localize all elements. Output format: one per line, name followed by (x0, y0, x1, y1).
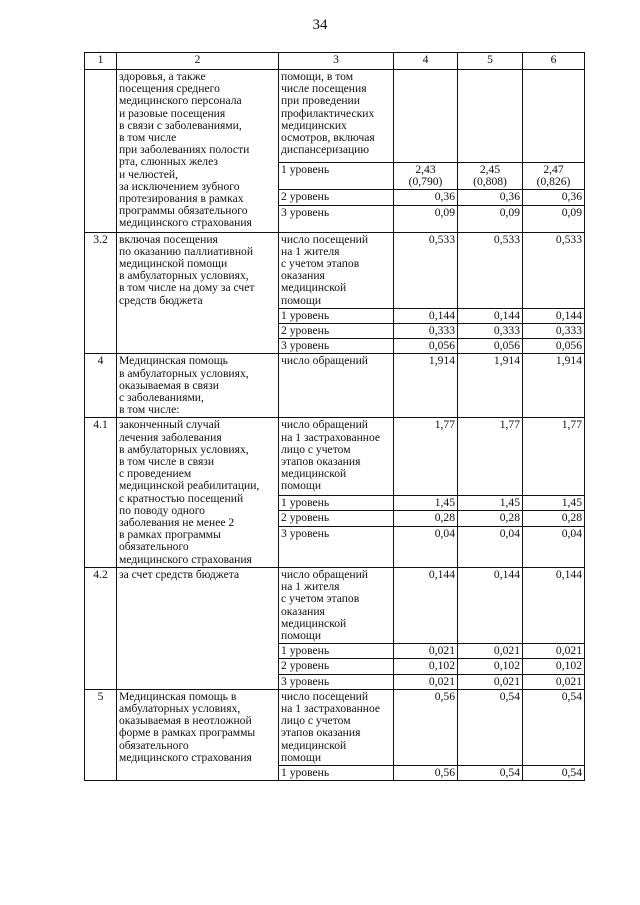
header-col-6: 6 (523, 53, 585, 70)
level-label: 2 уровень (279, 511, 394, 526)
value-col-6 (523, 70, 585, 163)
value-col-4: 0,56 (394, 689, 458, 765)
value-col-4: 1,914 (394, 354, 458, 418)
level-label: 3 уровень (279, 205, 394, 232)
table-header-row (85, 53, 585, 70)
value-col-6: 0,144 (523, 567, 585, 643)
row-unit: число обращений на 1 застрахованное лицо с учетом этапов оказания медицинской помощи (279, 418, 394, 496)
row-number: 4.2 (85, 567, 117, 689)
value-main: 2,45 (479, 163, 501, 176)
value-col-4: 0,533 (394, 232, 458, 308)
value-col-5 (458, 70, 523, 163)
value-col-5: 0,021 (458, 644, 523, 659)
value-col-5: 0,09 (458, 205, 523, 232)
value-col-4 (394, 70, 458, 163)
value-col-5: 0,54 (458, 765, 523, 780)
value-col-5: 1,45 (458, 495, 523, 510)
value-col-4: 0,36 (394, 190, 458, 205)
value-sub: (0,790) (408, 175, 443, 189)
value-col-4: 0,144 (394, 308, 458, 323)
value-col-5: 0,102 (458, 659, 523, 674)
row-description: включая посещения по оказанию паллиативной медицинской помощи в амбулаторных условиях, в том числе на дому за счет средств бюджета (117, 232, 279, 354)
value-col-5: 0,144 (458, 308, 523, 323)
value-col-5: 0,021 (458, 674, 523, 689)
table-row (85, 689, 585, 765)
header-col-4: 4 (394, 53, 458, 70)
level-label: 3 уровень (279, 674, 394, 689)
row-unit: число посещений на 1 жителя с учетом этапов оказания медицинской помощи (279, 232, 394, 308)
header-col-3: 3 (279, 53, 394, 70)
level-label: 1 уровень (279, 644, 394, 659)
value-col-6 (523, 163, 585, 190)
page-number: 34 (312, 17, 328, 33)
header-col-5: 5 (458, 53, 523, 70)
level-label: 1 уровень (279, 495, 394, 510)
value-col-4: 1,45 (394, 495, 458, 510)
table-row (85, 418, 585, 496)
row-unit: число посещений на 1 застрахованное лицо с учетом этапов оказания медицинской помощи (279, 689, 394, 765)
row-description: за счет средств бюджета (117, 567, 279, 689)
value-main: 2,47 (543, 163, 564, 176)
value-col-6: 0,04 (523, 526, 585, 567)
table-row (85, 232, 585, 308)
value-col-6: 0,09 (523, 205, 585, 232)
row-description: Медицинская помощь в амбулаторных условиях, оказываемая в неотложной форме в рамках программы обязательного медицинского страхования (117, 689, 279, 780)
level-label: 2 уровень (279, 190, 394, 205)
level-label: 3 уровень (279, 526, 394, 567)
level-label: 1 уровень (279, 308, 394, 323)
value-col-6: 1,914 (523, 354, 585, 418)
value-col-5: 1,77 (458, 418, 523, 496)
tariff-table (84, 52, 585, 781)
value-col-6: 0,36 (523, 190, 585, 205)
value-col-5: 1,914 (458, 354, 523, 418)
value-col-5: 0,28 (458, 511, 523, 526)
table-row (85, 70, 585, 163)
value-col-5: 0,333 (458, 324, 523, 339)
value-col-6: 0,021 (523, 644, 585, 659)
value-col-5: 0,533 (458, 232, 523, 308)
table-row (85, 354, 585, 418)
value-col-6: 0,533 (523, 232, 585, 308)
row-unit: число обращений на 1 жителя с учетом этапов оказания медицинской помощи (279, 567, 394, 643)
value-col-6: 0,54 (523, 689, 585, 765)
level-label: 1 уровень (279, 765, 394, 780)
value-col-5 (458, 163, 523, 190)
value-col-5: 0,056 (458, 339, 523, 354)
value-col-4: 0,333 (394, 324, 458, 339)
row-unit: помощи, в том числе посещения при проведении профилактических медицинских осмотров, включая диспансеризацию (279, 70, 394, 163)
value-col-4: 0,56 (394, 765, 458, 780)
level-label: 3 уровень (279, 339, 394, 354)
value-sub: (0,808) (473, 175, 507, 189)
value-col-4: 0,28 (394, 511, 458, 526)
header-col-2: 2 (117, 53, 279, 70)
level-label: 2 уровень (279, 659, 394, 674)
value-col-6: 0,28 (523, 511, 585, 526)
value-col-6: 1,77 (523, 418, 585, 496)
level-label: 1 уровень (279, 163, 394, 190)
value-col-4: 0,056 (394, 339, 458, 354)
row-description: законченный случай лечения заболевания в амбулаторных условиях, в том числе в связи с проведением медицинской реабилитации, с кратностью посещений по поводу одного заболевания не менее 2 в рамках программы обязательного медицинского страхования (117, 418, 279, 567)
value-col-5: 0,54 (458, 689, 523, 765)
value-col-5: 0,36 (458, 190, 523, 205)
row-description: Медицинская помощь в амбулаторных условиях, оказываемая в связи с заболеваниями, в том числе: (117, 354, 279, 418)
value-col-4: 0,102 (394, 659, 458, 674)
value-main: 2,43 (415, 163, 436, 176)
value-col-4: 0,09 (394, 205, 458, 232)
row-number: 4.1 (85, 418, 117, 567)
row-number: 4 (85, 354, 117, 418)
table-row (85, 567, 585, 643)
value-col-4 (394, 163, 458, 190)
row-number: 5 (85, 689, 117, 780)
value-col-6: 0,144 (523, 308, 585, 323)
row-number (85, 70, 117, 233)
value-col-6: 1,45 (523, 495, 585, 510)
value-col-6: 0,333 (523, 324, 585, 339)
value-col-5: 0,144 (458, 567, 523, 643)
value-col-6: 0,021 (523, 674, 585, 689)
row-description: здоровья, а также посещения среднего медицинского персонала и разовые посещения в связи с заболеваниями, в том числе при заболеваниях полости рта, слюнных желез и челюстей, за исключением зубного протезирования в рамках программы обязательного медицинского страхования (117, 70, 279, 233)
value-sub: (0,826) (536, 175, 571, 189)
row-number: 3.2 (85, 232, 117, 354)
value-col-6: 0,102 (523, 659, 585, 674)
value-col-4: 0,021 (394, 674, 458, 689)
value-col-4: 0,021 (394, 644, 458, 659)
value-col-5: 0,04 (458, 526, 523, 567)
value-col-6: 0,056 (523, 339, 585, 354)
row-unit: число обращений (279, 354, 394, 418)
value-col-6: 0,54 (523, 765, 585, 780)
value-col-4: 0,04 (394, 526, 458, 567)
value-col-4: 1,77 (394, 418, 458, 496)
level-label: 2 уровень (279, 324, 394, 339)
value-col-4: 0,144 (394, 567, 458, 643)
header-col-1: 1 (85, 53, 117, 70)
